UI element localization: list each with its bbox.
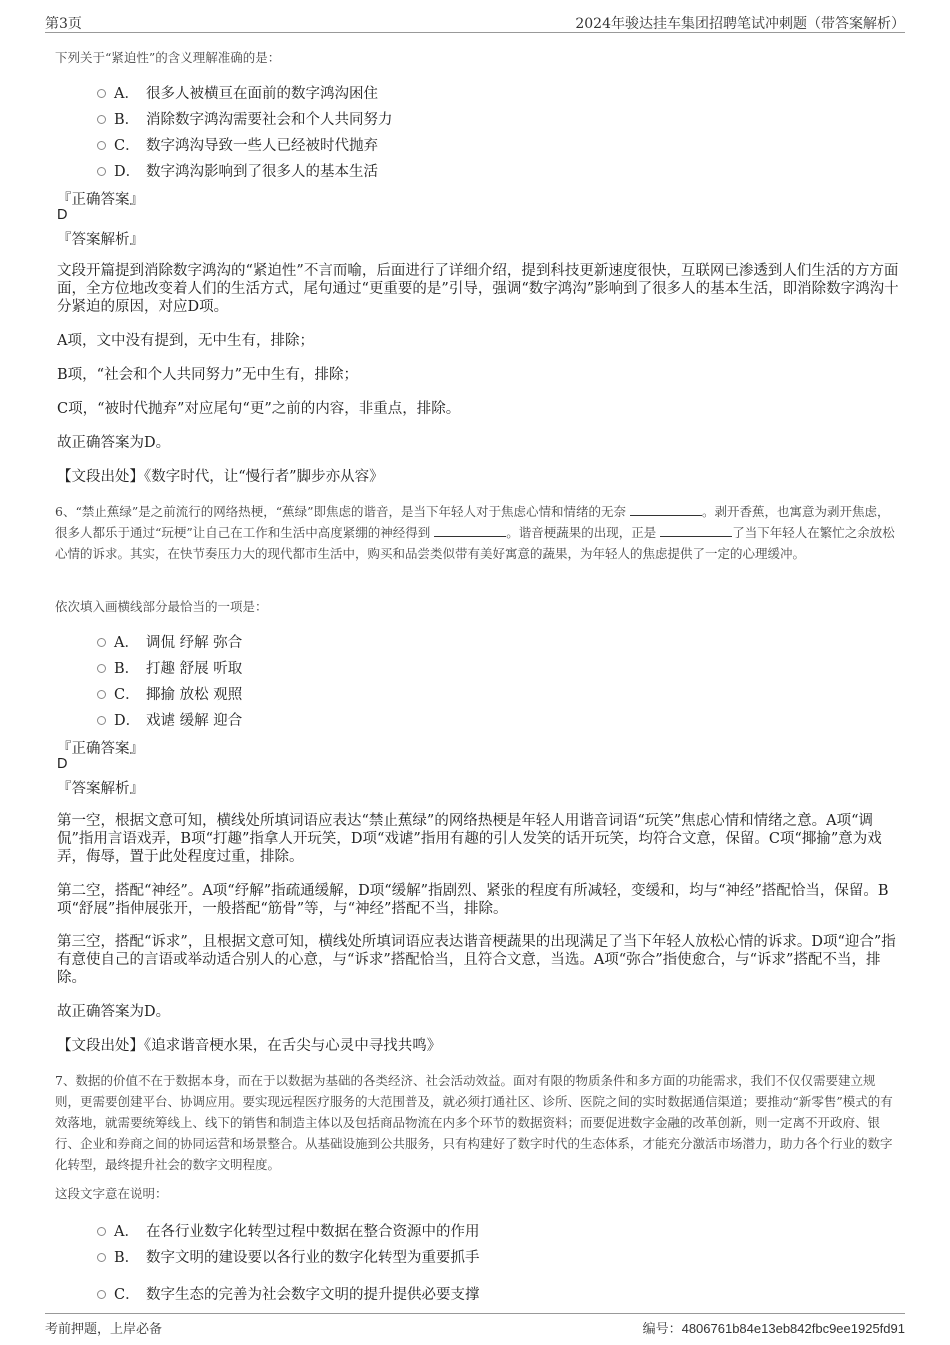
page-header (45, 10, 905, 33)
radio-icon[interactable] (97, 1290, 106, 1299)
fill-blank-3 (660, 524, 732, 537)
q6-option-a[interactable]: A． 调侃 纾解 弥合 (97, 631, 242, 652)
q5-analysis-paragraph: 文段开篇提到消除数字鸿沟的“紧迫性”不言而喻，后面进行了详细介绍，提到科技更新速度很快，互联网已渗透到人们生活的方方面面，全方位地改变着人们的生活方式，尾句通过“更重要的是”引导，强调“数字鸿沟”影响到了很多人的基本生活，即消除数字鸿沟十分紧迫的原因，对应D项。 (57, 263, 899, 315)
q5-analysis-paragraph: C项，“被时代抛弃”对应尾句“更”之前的内容，非重点，排除。 (57, 401, 461, 417)
source-label: 【文段出处】 (57, 469, 144, 485)
document-title: 2024年骏达挂车集团招聘笔试冲刺题（带答案解析） (575, 16, 905, 32)
q5-analysis-paragraph: A项，文中没有提到，无中生有，排除； (57, 333, 314, 349)
radio-icon[interactable] (97, 115, 106, 124)
q7-option-a[interactable]: A． 在各行业数字化转型过程中数据在整合资源中的作用 (97, 1220, 480, 1241)
q7-option-c[interactable]: C． 数字生态的完善为社会数字文明的提升提供必要支撑 (97, 1283, 480, 1304)
q6-answer-label: 『正确答案』 (57, 741, 144, 757)
radio-icon[interactable] (97, 167, 106, 176)
q6-analysis-paragraph: 第一空，根据文意可知，横线处所填词语应表达“禁止蕉绿”的网络热梗是年轻人用谐音词语“玩笑”焦虑心情和情绪之意。A项“调侃”指用言语戏弄，B项“打趣”指拿人开玩笑，D项“戏谑”指用有趣的引人发笑的话开玩笑，均符合文意，保留。C项“揶揄”意为戏弄，侮辱，置于此处程度过重，排除。 (57, 813, 882, 865)
q6-analysis-paragraph: 第二空，搭配“神经”。A项“纾解”指疏通缓解，D项“缓解”指剧烈、紧张的程度有所减轻，变缓和，均与“神经”搭配恰当，保留。B项“舒展”指伸展张开，一般搭配“筋骨”等，与“神经”搭配不当，排除。 (57, 883, 889, 917)
q6-option-d[interactable]: D． 戏谑 缓解 迎合 (97, 709, 242, 730)
q5-source (57, 468, 900, 486)
radio-icon[interactable] (97, 1227, 106, 1236)
source-label: 【文段出处】 (57, 1038, 144, 1054)
radio-icon[interactable] (97, 638, 106, 647)
q5-answer: D (57, 207, 68, 223)
source-title: 《数字时代，让“慢行者”脚步亦从容》 (144, 469, 384, 485)
q5-analysis-label: 『答案解析』 (57, 232, 144, 248)
radio-icon[interactable] (97, 89, 106, 98)
q7-prompt: 这段文字意在说明： (55, 1186, 168, 1201)
q6-analysis-label: 『答案解析』 (57, 781, 144, 797)
radio-icon[interactable] (97, 664, 106, 673)
fill-blank-2 (434, 524, 506, 537)
q7-stem: 7、数据的价值不在于数据本身，而在于以数据为基础的各类经济、社会活动效益。面对有限的物质条件和多方面的功能需求，我们不仅仅需要建立规则，更需要创建平台、协调应用。要实现远程医疗服务的大范围普及，就必须打通社区、诊所、医院之间的实时数据通信渠道；要推动“新零售”模式的有效落地，就需要统筹线上、线下的销售和制造主体以及包括商品物流在内多个环节的数据资料；而要促进数字金融的改革创新，则一定离不开政府、银行、企业和券商之间的协同运营和场景整合。从基础设施到公共服务，只有构建好了数字时代的生态体系，才能充分激活市场潜力，助力各个行业的数字化转型，最终提升社会的数字文明程度。 (55, 1073, 893, 1172)
q5-analysis-paragraph: 故正确答案为D。 (57, 435, 171, 451)
q6-option-c[interactable]: C． 揶揄 放松 观照 (97, 683, 242, 704)
footer-slogan: 考前押题，上岸必备 (45, 1322, 163, 1337)
radio-icon[interactable] (97, 1253, 106, 1262)
q5-option-a[interactable]: A． 很多人被横亘在面前的数字鸿沟困住 (97, 82, 378, 103)
radio-icon[interactable] (97, 141, 106, 150)
q6-option-b[interactable]: B． 打趣 舒展 听取 (97, 657, 242, 678)
source-title: 《追求谐音梗水果，在舌尖与心灵中寻找共鸣》 (144, 1038, 442, 1054)
q5-option-c[interactable]: C． 数字鸿沟导致一些人已经被时代抛弃 (97, 134, 378, 155)
radio-icon[interactable] (97, 690, 106, 699)
q6-source (57, 1037, 900, 1055)
document-id: 编号：4806761b84e13eb842fbc9ee1925fd91 (642, 1321, 905, 1337)
q6-stem: 6、“禁止蕉绿”是之前流行的网络热梗，“蕉绿”即焦虑的谐音，是当下年轻人对于焦虑心情和情绪的无奈 。剥开香蕉，也寓意为剥开焦虑，很多人都乐于通过“玩梗”让自己在工作和生活中高度紧绷的神经得到 。谐音梗蔬果的出现，正是 了当下年轻人在繁忙之余放松心情的诉求。其实，在快节奏压力大的现代都市生活中，购买和品尝类似带有美好寓意的蔬果，为年轻人的焦虑提供了一定的心理缓冲。 (55, 504, 895, 561)
page-footer (45, 1313, 905, 1336)
q5-prompt: 下列关于“紧迫性”的含义理解准确的是： (55, 50, 281, 65)
q5-analysis-paragraph: B项，“社会和个人共同努力”无中生有，排除； (57, 367, 358, 383)
q6-prompt: 依次填入画横线部分最恰当的一项是： (55, 599, 268, 614)
q5-option-d[interactable]: D． 数字鸿沟影响到了很多人的基本生活 (97, 160, 378, 181)
q5-option-b[interactable]: B． 消除数字鸿沟需要社会和个人共同努力 (97, 108, 393, 129)
q6-analysis-paragraph: 故正确答案为D。 (57, 1004, 171, 1020)
q5-answer-label: 『正确答案』 (57, 192, 144, 208)
q7-option-b[interactable]: B． 数字文明的建设要以各行业的数字化转型为重要抓手 (97, 1246, 480, 1267)
fill-blank-1 (630, 503, 702, 516)
page-number: 第3页 (45, 16, 82, 32)
q6-answer: D (57, 756, 68, 772)
radio-icon[interactable] (97, 716, 106, 725)
q6-analysis-paragraph: 第三空，搭配“诉求”，且根据文意可知，横线处所填词语应表达谐音梗蔬果的出现满足了当下年轻人放松心情的诉求。D项“迎合”指有意使自己的言语或举动适合别人的心意，与“诉求”搭配恰当，且符合文意，当选。A项“弥合”指使愈合，与“诉求”搭配不当，排除。 (57, 934, 896, 986)
